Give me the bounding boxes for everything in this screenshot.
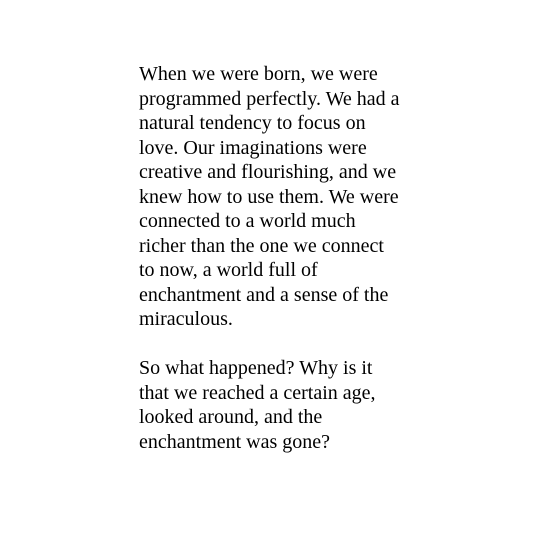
text-line: So what happened? Why is it (139, 357, 373, 379)
text-line: knew how to use them. We were (139, 185, 399, 208)
text-line: natural tendency to focus on (139, 112, 366, 134)
text-line: enchantment and a sense of the (139, 283, 389, 306)
text-line: When we were born, we were (139, 63, 378, 85)
paragraph-2 (139, 356, 429, 454)
quote-text (139, 62, 429, 454)
text-line: miraculous. (139, 308, 233, 330)
text-line: love. Our imaginations were (139, 136, 367, 159)
text-line: enchantment was gone? (139, 430, 331, 453)
text-line: looked around, and the (139, 406, 323, 428)
paragraph-1 (139, 62, 429, 332)
text-line: creative and flourishing, and we (139, 161, 397, 183)
text-line: to now, a world full of (139, 259, 318, 281)
text-line: connected to a world much (139, 210, 356, 232)
text-line: programmed perfectly. We had a (139, 87, 400, 110)
text-line: richer than the one we connect (139, 234, 384, 257)
text-line: that we reached a certain age, (139, 381, 376, 404)
